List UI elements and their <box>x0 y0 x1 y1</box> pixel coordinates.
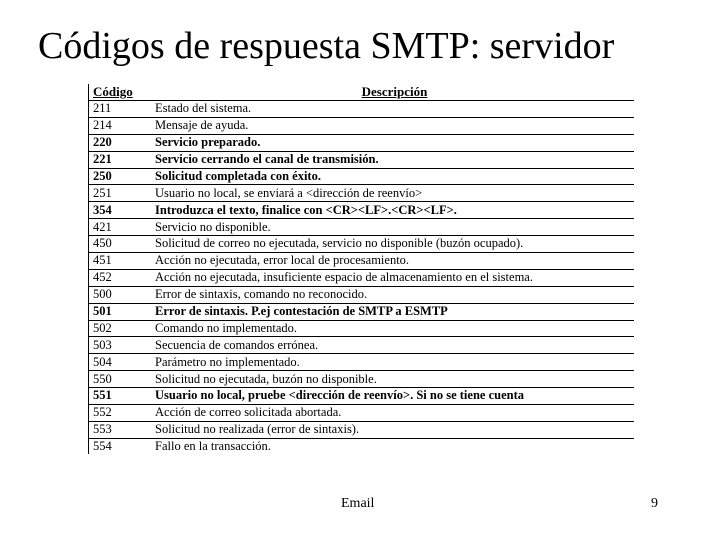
code-cell: 503 <box>93 337 112 352</box>
table-row <box>89 236 634 253</box>
table-row <box>89 219 634 236</box>
description-cell: Servicio cerrando el canal de transmisión. <box>155 152 379 167</box>
code-cell: 501 <box>93 304 112 319</box>
description-cell: Acción no ejecutada, error local de procesamiento. <box>155 253 410 268</box>
table-body <box>89 101 634 455</box>
description-cell: Parámetro no implementado. <box>155 354 300 369</box>
code-cell: 250 <box>93 168 112 183</box>
code-cell: 550 <box>93 371 112 386</box>
description-cell: Estado del sistema. <box>155 101 252 116</box>
table-row <box>89 320 634 337</box>
code-cell: 504 <box>93 354 112 369</box>
table-row <box>89 354 634 371</box>
table-row <box>89 438 634 454</box>
code-cell: 554 <box>93 439 112 454</box>
table-row <box>89 421 634 438</box>
table-row <box>89 286 634 303</box>
description-cell: Solicitud completada con éxito. <box>155 168 321 183</box>
description-cell: Solicitud no ejecutada, buzón no disponible. <box>155 371 377 386</box>
code-cell: 553 <box>93 422 112 437</box>
code-cell: 451 <box>93 253 112 268</box>
description-cell: Solicitud no realizada (error de sintaxis). <box>155 422 360 437</box>
smtp-codes-table-container <box>88 84 634 454</box>
table-header-row <box>89 84 634 101</box>
table-row <box>89 202 634 219</box>
table-row <box>89 371 634 388</box>
code-cell: 552 <box>93 405 112 420</box>
code-cell: 211 <box>93 101 112 116</box>
code-cell: 500 <box>93 287 112 302</box>
description-cell: Acción no ejecutada, insuficiente espacio de almacenamiento en el sistema. <box>155 270 533 285</box>
header-description-label: Descripción <box>361 84 428 100</box>
description-cell: Solicitud de correo no ejecutada, servicio no disponible (buzón ocupado). <box>155 236 524 251</box>
code-cell: 251 <box>93 185 112 200</box>
table-row <box>89 388 634 405</box>
smtp-codes-table <box>89 84 634 455</box>
code-cell: 502 <box>93 320 112 335</box>
table-row <box>89 101 634 118</box>
code-cell: 450 <box>93 236 112 251</box>
table-row <box>89 117 634 134</box>
code-cell: 221 <box>93 152 112 167</box>
code-cell: 354 <box>93 202 112 217</box>
description-cell: Error de sintaxis. P.ej contestación de SMTP a ESMTP <box>155 304 448 319</box>
page-number: 9 <box>651 496 658 511</box>
header-code-label: Código <box>93 84 133 100</box>
table-row <box>89 151 634 168</box>
description-cell: Comando no implementado. <box>155 320 297 335</box>
table-row <box>89 303 634 320</box>
table-row <box>89 269 634 286</box>
description-cell: Mensaje de ayuda. <box>155 118 249 133</box>
table-row <box>89 168 634 185</box>
description-cell: Error de sintaxis, comando no reconocido. <box>155 287 368 302</box>
table-row <box>89 253 634 270</box>
header-code <box>89 84 151 101</box>
code-cell: 551 <box>93 388 112 403</box>
description-cell: Servicio preparado. <box>155 135 261 150</box>
table-row <box>89 185 634 202</box>
code-cell: 452 <box>93 270 112 285</box>
footer-text: Email <box>341 496 375 511</box>
description-cell: Usuario no local, pruebe <dirección de reenvío>. Si no se tiene cuenta <box>155 388 524 403</box>
table-row <box>89 134 634 151</box>
description-cell: Fallo en la transacción. <box>155 439 271 454</box>
code-cell: 220 <box>93 135 112 150</box>
code-cell: 421 <box>93 219 112 234</box>
description-cell: Usuario no local, se enviará a <dirección de reenvío> <box>155 185 423 200</box>
description-cell: Servicio no disponible. <box>155 219 271 234</box>
description-cell: Secuencia de comandos errónea. <box>155 337 319 352</box>
code-cell: 214 <box>93 118 112 133</box>
slide-title: Códigos de respuesta SMTP: servidor <box>38 25 615 67</box>
table-row <box>89 337 634 354</box>
table-row <box>89 405 634 422</box>
description-cell: Introduzca el texto, finalice con <CR><LF>.<CR><LF>. <box>155 202 457 217</box>
header-description <box>151 84 634 101</box>
description-cell: Acción de correo solicitada abortada. <box>155 405 342 420</box>
